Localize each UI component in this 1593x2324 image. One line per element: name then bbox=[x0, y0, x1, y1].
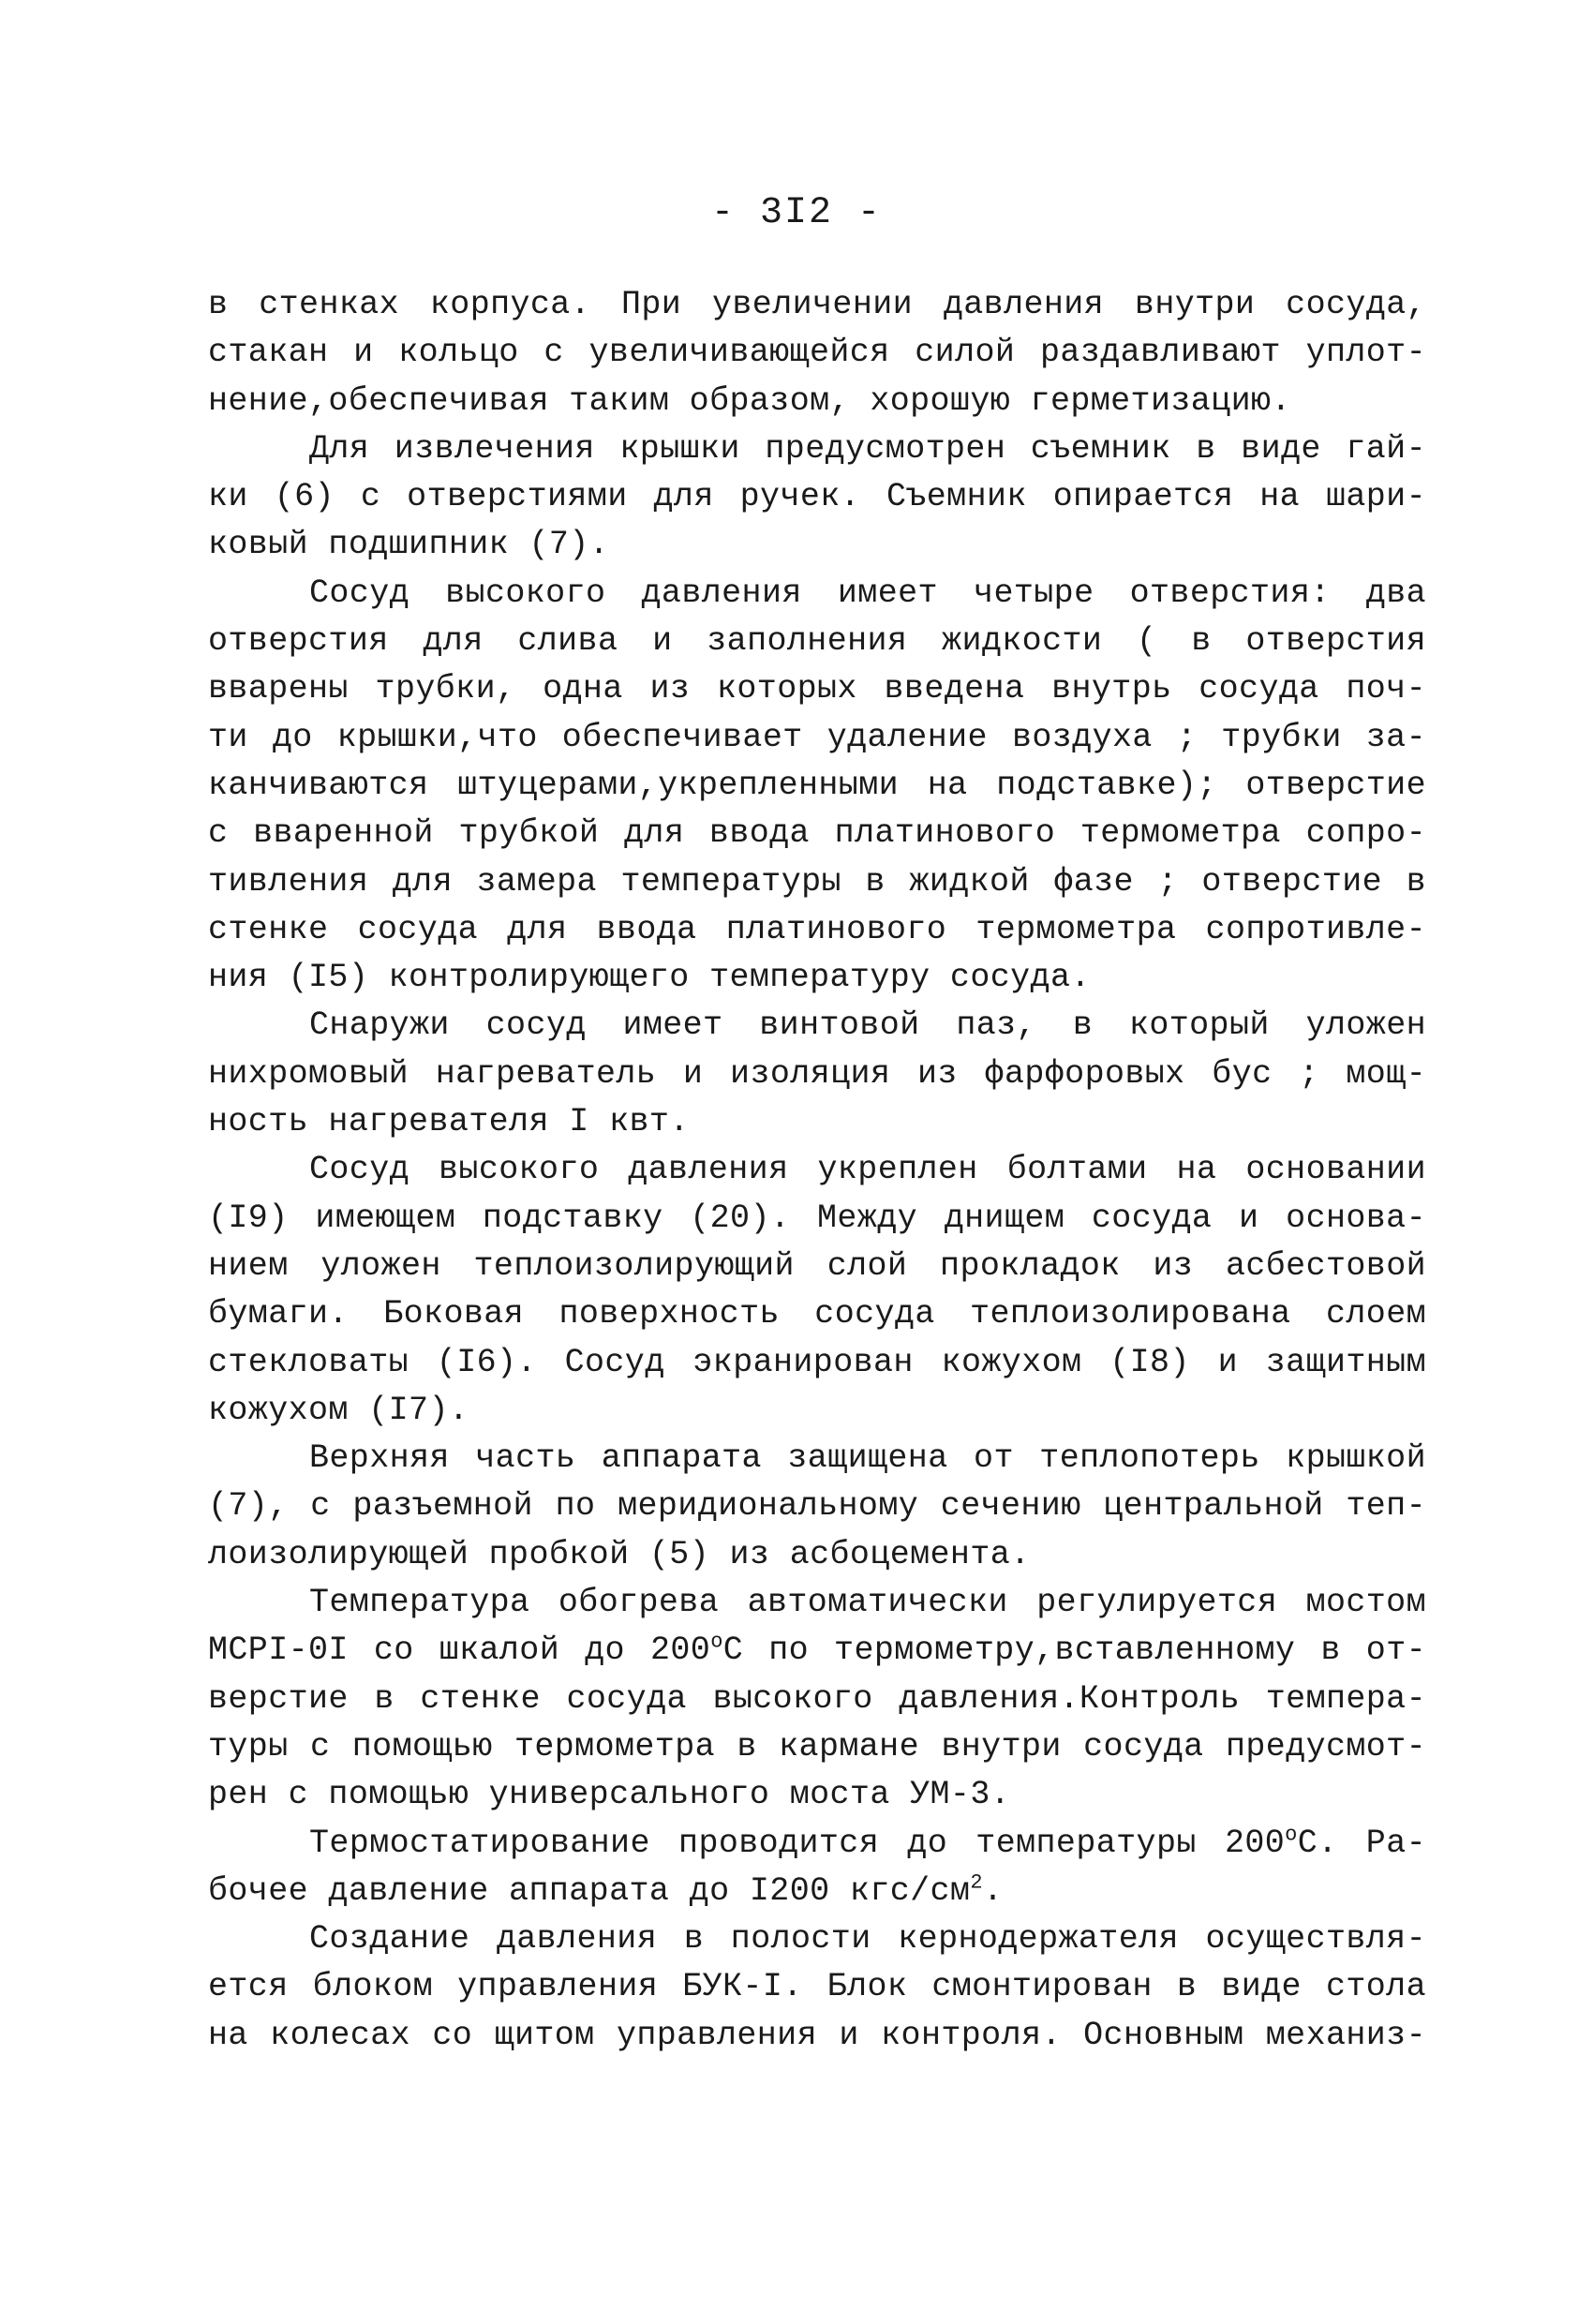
text-line: тивления для замера температуры в жидкой фазе ; отверстие в bbox=[208, 862, 1426, 901]
text-line: нием уложен теплоизолирующий слой прокладок из асбестовой bbox=[208, 1246, 1426, 1285]
text-line: стенке сосуда для ввода платинового термометра сопротивле- bbox=[208, 910, 1426, 948]
text-line: (I9) имеющем подставку (20). Между днищем сосуда и основа- bbox=[208, 1199, 1426, 1237]
text-line: ния (I5) контролирующего температуру сосуда. bbox=[208, 959, 1091, 997]
superscript: 2 bbox=[970, 1870, 983, 1895]
text-line: на колесах со щитом управления и контроля. Основным механиз- bbox=[208, 2016, 1426, 2054]
text-segment: С. Ра- bbox=[1297, 1824, 1426, 1862]
superscript: о bbox=[1285, 1822, 1298, 1846]
text-segment: бочее давление аппарата до I200 кгс/см bbox=[208, 1871, 971, 1910]
text-line: нихромовый нагреватель и изоляция из фарфоровых бус ; мощ- bbox=[208, 1054, 1426, 1093]
text-line: Верхняя часть аппарата защищена от теплопотерь крышкой bbox=[309, 1439, 1426, 1478]
text-line: ки (6) с отверстиями для ручек. Съемник опирается на шари- bbox=[208, 478, 1426, 516]
text-line: туры с помощью термометра в кармане внутри сосуда предусмот- bbox=[208, 1727, 1426, 1765]
text-segment: С по термометру,вставленному в от- bbox=[722, 1631, 1426, 1670]
text-segment: Термостатирование проводится до температуры 200 bbox=[309, 1824, 1286, 1862]
text-line bbox=[208, 1868, 1426, 1915]
text-line bbox=[208, 1627, 1426, 1675]
text-line: канчиваются штуцерами,укрепленными на подставке); отверстие bbox=[208, 766, 1426, 804]
text-line: отверстия для слива и заполнения жидкости ( в отверстия bbox=[208, 622, 1426, 661]
text-line: стакан и кольцо с увеличивающейся силой раздавливают уплот- bbox=[208, 334, 1426, 372]
text-segment: МСРI-0I со шкалой до 200 bbox=[208, 1631, 711, 1670]
text-segment: . bbox=[982, 1871, 1004, 1910]
text-line: нение,обеспечивая таким образом, хорошую герметизацию. bbox=[208, 381, 1291, 420]
text-line: Для извлечения крышки предусмотрен съемник в виде гай- bbox=[309, 429, 1426, 468]
text-line bbox=[208, 1820, 1426, 1868]
text-line: Создание давления в полости кернодержателя осуществля- bbox=[309, 1920, 1426, 1959]
text-line: кожухом (I7). bbox=[208, 1391, 469, 1429]
text-line: ность нагревателя I квт. bbox=[208, 1103, 690, 1141]
text-line: верстие в стенке сосуда высокого давления.Контроль темпера- bbox=[208, 1679, 1426, 1718]
text-line: лоизолирующей пробкой (5) из асбоцемента. bbox=[208, 1535, 1031, 1573]
text-line: рен с помощью универсального моста УМ-3. bbox=[208, 1776, 1011, 1814]
text-line: Сосуд высокого давления укреплен болтами на основании bbox=[309, 1151, 1426, 1189]
text-line: стекловаты (I6). Сосуд экранирован кожухом (I8) и защитным bbox=[208, 1343, 1426, 1381]
text-line: ковый подшипник (7). bbox=[208, 526, 610, 564]
page-number: - 3I2 - bbox=[710, 192, 883, 234]
text-line: с вваренной трубкой для ввода платинового термометра сопро- bbox=[208, 814, 1426, 853]
text-line: Температура обогрева автоматически регулируется мостом bbox=[309, 1584, 1426, 1622]
text-line: Сосуд высокого давления имеет четыре отверстия: два bbox=[309, 574, 1426, 612]
text-line: в стенках корпуса. При увеличении давления внутри сосуда, bbox=[208, 286, 1426, 323]
text-line: бумаги. Боковая поверхность сосуда теплоизолирована слоем bbox=[208, 1295, 1426, 1333]
text-line: ется блоком управления БУК-I. Блок смонтирован в виде стола bbox=[208, 1968, 1426, 2006]
superscript: о bbox=[710, 1630, 723, 1654]
text-line: (7), с разъемной по меридиональному сечению центральной теп- bbox=[208, 1487, 1426, 1526]
body-text bbox=[208, 281, 1426, 2060]
text-line: вварены трубки, одна из которых введена внутрь сосуда поч- bbox=[208, 670, 1426, 708]
text-line: ти до крышки,что обеспечивает удаление воздуха ; трубки за- bbox=[208, 718, 1426, 756]
text-line: Снаружи сосуд имеет винтовой паз, в который уложен bbox=[309, 1006, 1426, 1045]
